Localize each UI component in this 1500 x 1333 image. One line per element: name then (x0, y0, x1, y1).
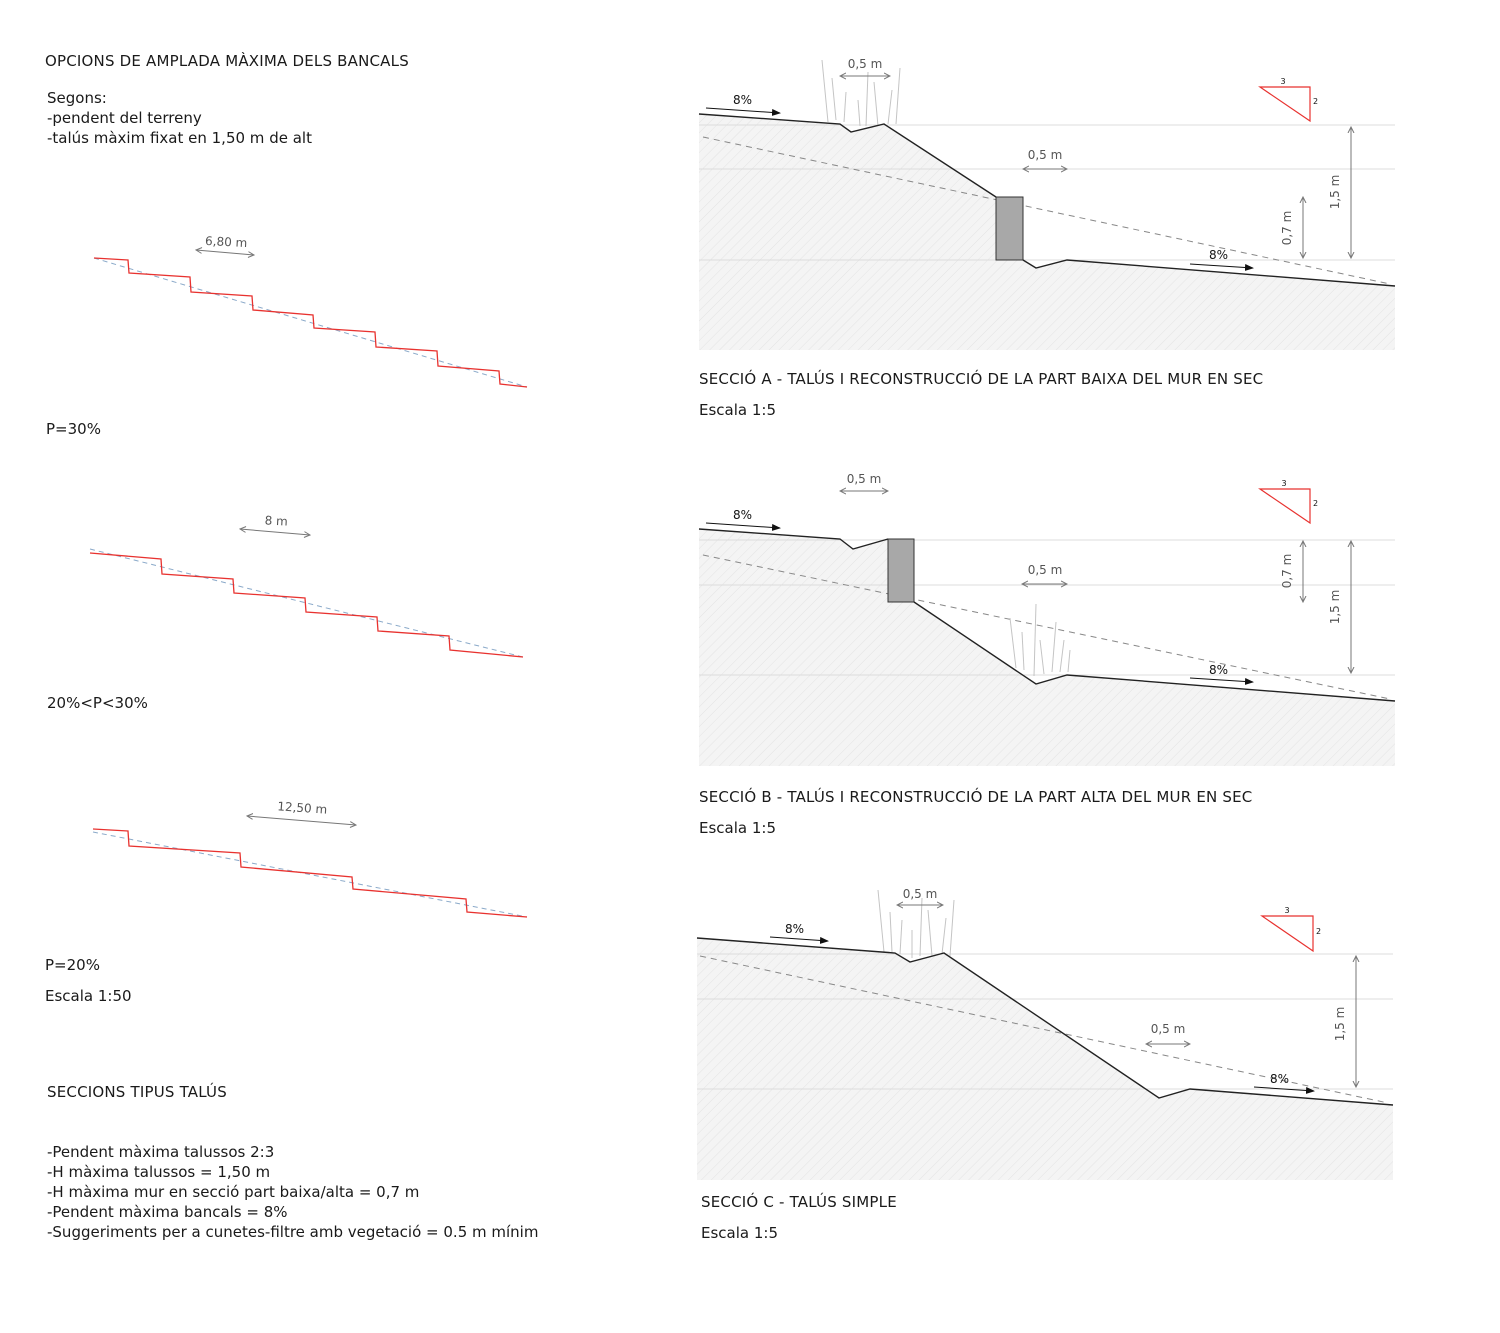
triangle-label-2: 2 (1313, 97, 1319, 106)
slope-arrow (706, 108, 780, 113)
section-a-scale: Escala 1:5 (699, 401, 776, 419)
option-label-p20: P=20% (45, 956, 100, 974)
dimension-height: 1,5 m (1328, 589, 1342, 625)
criteria-item: -pendent del terreny (47, 109, 202, 127)
rule-item: -Pendent màxima bancals = 8% (47, 1203, 288, 1221)
slope-ratio-triangle (1260, 489, 1310, 523)
terrace-diagram-p20 (93, 799, 527, 917)
dimension-wall: 0,7 m (1280, 553, 1294, 589)
slope-label-bottom: 8% (1209, 663, 1229, 677)
slope-ratio-triangle (1260, 87, 1310, 121)
criteria-item: -talús màxim fixat en 1,50 m de alt (47, 129, 312, 147)
ground-fill (697, 938, 1393, 1180)
triangle-label-3: 3 (1281, 479, 1287, 488)
triangle-label-2: 2 (1316, 927, 1322, 936)
option-label-p30: P=30% (46, 420, 101, 438)
option-label-p20-30: 20%<P<30% (47, 694, 148, 712)
dimension-line (247, 816, 356, 825)
section-a-title: SECCIÓ A - TALÚS I RECONSTRUCCIÓ DE LA PART BAIXA DEL MUR EN SEC (699, 370, 1264, 388)
vegetation-icon (1010, 604, 1070, 676)
slope-arrow (1190, 678, 1253, 682)
section-a-drawing (699, 57, 1395, 350)
section-c-title: SECCIÓ C - TALÚS SIMPLE (701, 1193, 897, 1211)
terrace-profile (90, 553, 523, 657)
rule-item: -H màxima talussos = 1,50 m (47, 1163, 271, 1181)
section-b-scale: Escala 1:5 (699, 819, 776, 837)
dimension-mid: 0,5 m (1150, 1022, 1186, 1036)
rule-item: -Suggeriments per a cunetes-filtre amb vegetació = 0.5 m mínim (47, 1223, 539, 1241)
slope-arrow (706, 523, 780, 528)
dimension-line (240, 529, 310, 535)
dimension-label: 6,80 m (204, 233, 248, 251)
rule-item: -H màxima mur en secció part baixa/alta = 0,7 m (47, 1183, 420, 1201)
dimension-mid: 0,5 m (1027, 148, 1063, 162)
section-c-drawing (697, 887, 1393, 1180)
section-b-drawing (699, 472, 1395, 766)
criteria-item: Segons: (47, 89, 107, 107)
original-slope-line (90, 549, 523, 657)
sections-title: SECCIONS TIPUS TALÚS (47, 1083, 227, 1101)
dimension-ditch: 0,5 m (847, 57, 883, 71)
section-b-title: SECCIÓ B - TALÚS I RECONSTRUCCIÓ DE LA PART ALTA DEL MUR EN SEC (699, 788, 1253, 806)
terrace-diagram-p20-30 (90, 513, 523, 657)
dimension-label: 8 m (264, 513, 289, 529)
slope-label-bottom: 8% (1270, 1072, 1290, 1086)
dimension-height: 1,5 m (1333, 1006, 1347, 1042)
left-scale: Escala 1:50 (45, 987, 132, 1005)
slope-ratio-triangle (1262, 916, 1313, 951)
slope-arrow (1190, 264, 1253, 268)
dry-stone-wall (888, 539, 914, 602)
dimension-wall: 0,7 m (1280, 210, 1294, 246)
dimension-height: 1,5 m (1328, 174, 1342, 210)
triangle-label-2: 2 (1313, 499, 1319, 508)
slope-label-top: 8% (733, 508, 753, 522)
dry-stone-wall (996, 197, 1023, 260)
dimension-ditch: 0,5 m (846, 472, 882, 486)
dimension-label: 12,50 m (276, 799, 328, 817)
left-title: OPCIONS DE AMPLADA MÀXIMA DELS BANCALS (45, 52, 409, 70)
original-slope-line (93, 832, 527, 917)
triangle-label-3: 3 (1284, 906, 1290, 915)
slope-label-top: 8% (733, 93, 753, 107)
triangle-label-3: 3 (1280, 77, 1286, 86)
terrace-profile (93, 829, 527, 917)
rule-item: -Pendent màxima talussos 2:3 (47, 1143, 275, 1161)
dimension-ditch: 0,5 m (902, 887, 938, 901)
slope-arrow (770, 937, 828, 941)
section-c-scale: Escala 1:5 (701, 1224, 778, 1242)
dimension-mid: 0,5 m (1027, 563, 1063, 577)
slope-label-bottom: 8% (1209, 248, 1229, 262)
dimension-line (196, 250, 254, 255)
terrace-diagram-p30 (94, 234, 527, 387)
slope-label-top: 8% (785, 922, 805, 936)
